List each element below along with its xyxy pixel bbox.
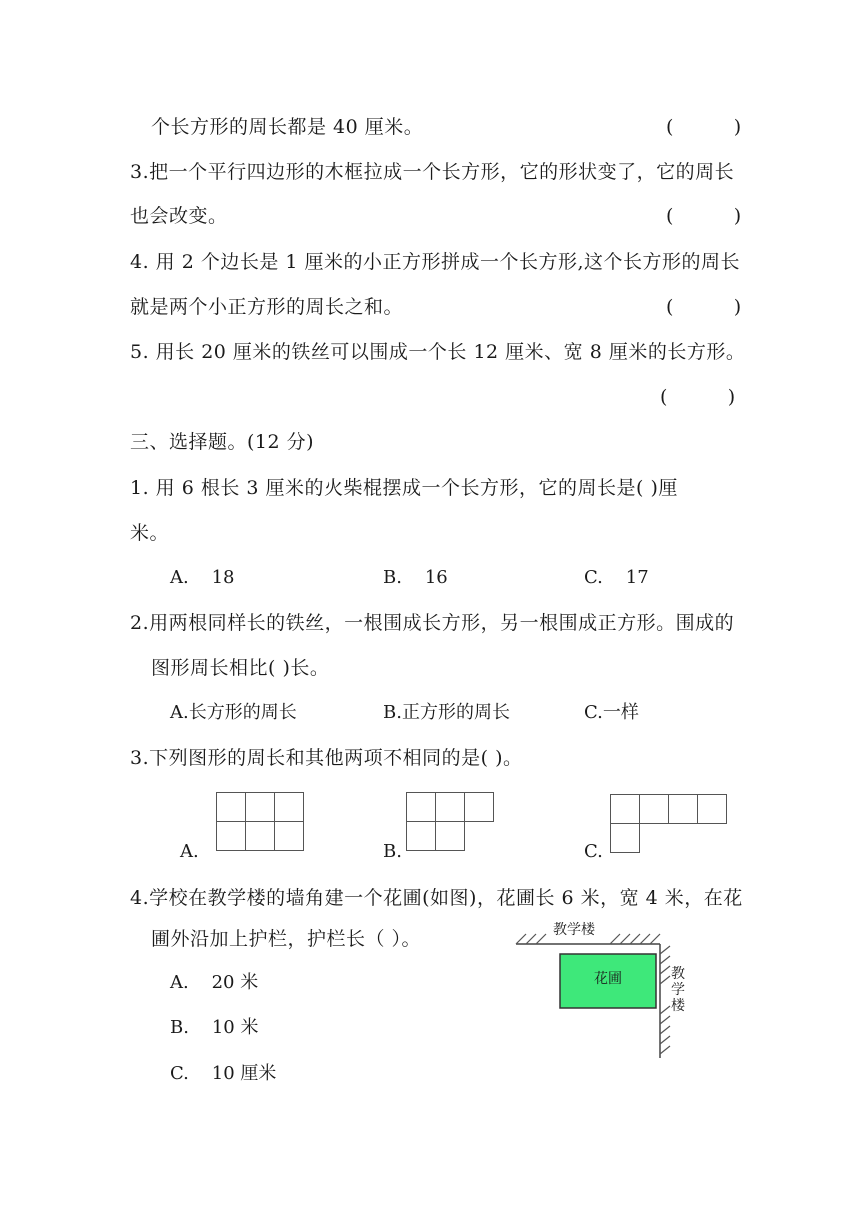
- answer-blank[interactable]: ( ): [666, 296, 742, 318]
- answer-blank[interactable]: ( ): [666, 116, 742, 138]
- choice-q3-option-c[interactable]: C.: [584, 841, 603, 862]
- section3-title: 三、选择题。(12 分): [130, 431, 315, 453]
- garden-figure: [510, 918, 700, 1064]
- q2-tail-text: 个长方形的周长都是 40 厘米。: [151, 116, 424, 138]
- q3-judge-line1: 3.把一个平行四边形的木框拉成一个长方形，它的形状变了，它的周长: [130, 161, 735, 183]
- side-wall-label: [670, 966, 686, 1014]
- choice-q1-line1: 1. 用 6 根长 3 厘米的火柴棍摆成一个长方形，它的周长是( )厘: [130, 477, 678, 499]
- q5-judge-line1: 5. 用长 20 厘米的铁丝可以围成一个长 12 厘米、宽 8 厘米的长方形。: [130, 341, 746, 363]
- choice-q1-line2: 米。: [130, 522, 170, 544]
- choice-q1-option-a[interactable]: A. 18: [170, 567, 235, 588]
- choice-q4-option-a[interactable]: A. 20 米: [170, 972, 259, 993]
- answer-blank[interactable]: ( ): [660, 386, 736, 408]
- choice-q4-option-b[interactable]: B. 10 米: [170, 1017, 259, 1038]
- choice-q2-option-b[interactable]: B.正方形的周长: [383, 702, 510, 723]
- choice-q3-option-b[interactable]: B.: [383, 841, 402, 862]
- side-wall-char: 学: [671, 982, 685, 998]
- q4-judge-line2: 就是两个小正方形的周长之和。: [130, 296, 404, 318]
- garden-label: 花圃: [594, 971, 622, 987]
- side-wall-char: 楼: [671, 998, 685, 1014]
- answer-blank[interactable]: ( ): [666, 205, 742, 227]
- choice-q2-option-a[interactable]: A.长方形的周长: [170, 702, 297, 723]
- choice-q3-line1: 3.下列图形的周长和其他两项不相同的是( )。: [130, 747, 523, 769]
- choice-q2-line1: 2.用两根同样长的铁丝，一根围成长方形，另一根围成正方形。围成的: [130, 612, 735, 634]
- choice-q4-line2: 圃外沿加上护栏，护栏长（ ）。: [151, 928, 422, 950]
- choice-q2-line2: 图形周长相比( )长。: [151, 657, 330, 679]
- choice-q4-option-c[interactable]: C. 10 厘米: [170, 1063, 277, 1084]
- q4-judge-line1: 4. 用 2 个边长是 1 厘米的小正方形拼成一个长方形,这个长方形的周长: [130, 251, 741, 273]
- choice-q1-option-c[interactable]: C. 17: [584, 567, 649, 588]
- choice-q4-line1: 4.学校在教学楼的墙角建一个花圃(如图)，花圃长 6 米，宽 4 米，在花: [130, 887, 743, 909]
- choice-q3-option-a[interactable]: A.: [180, 841, 199, 862]
- q3-judge-line2: 也会改变。: [130, 205, 228, 227]
- top-wall-label: 教学楼: [553, 922, 595, 938]
- side-wall-char: 教: [671, 966, 685, 982]
- choice-q2-option-c[interactable]: C.一样: [584, 702, 639, 723]
- choice-q1-option-b[interactable]: B. 16: [383, 567, 448, 588]
